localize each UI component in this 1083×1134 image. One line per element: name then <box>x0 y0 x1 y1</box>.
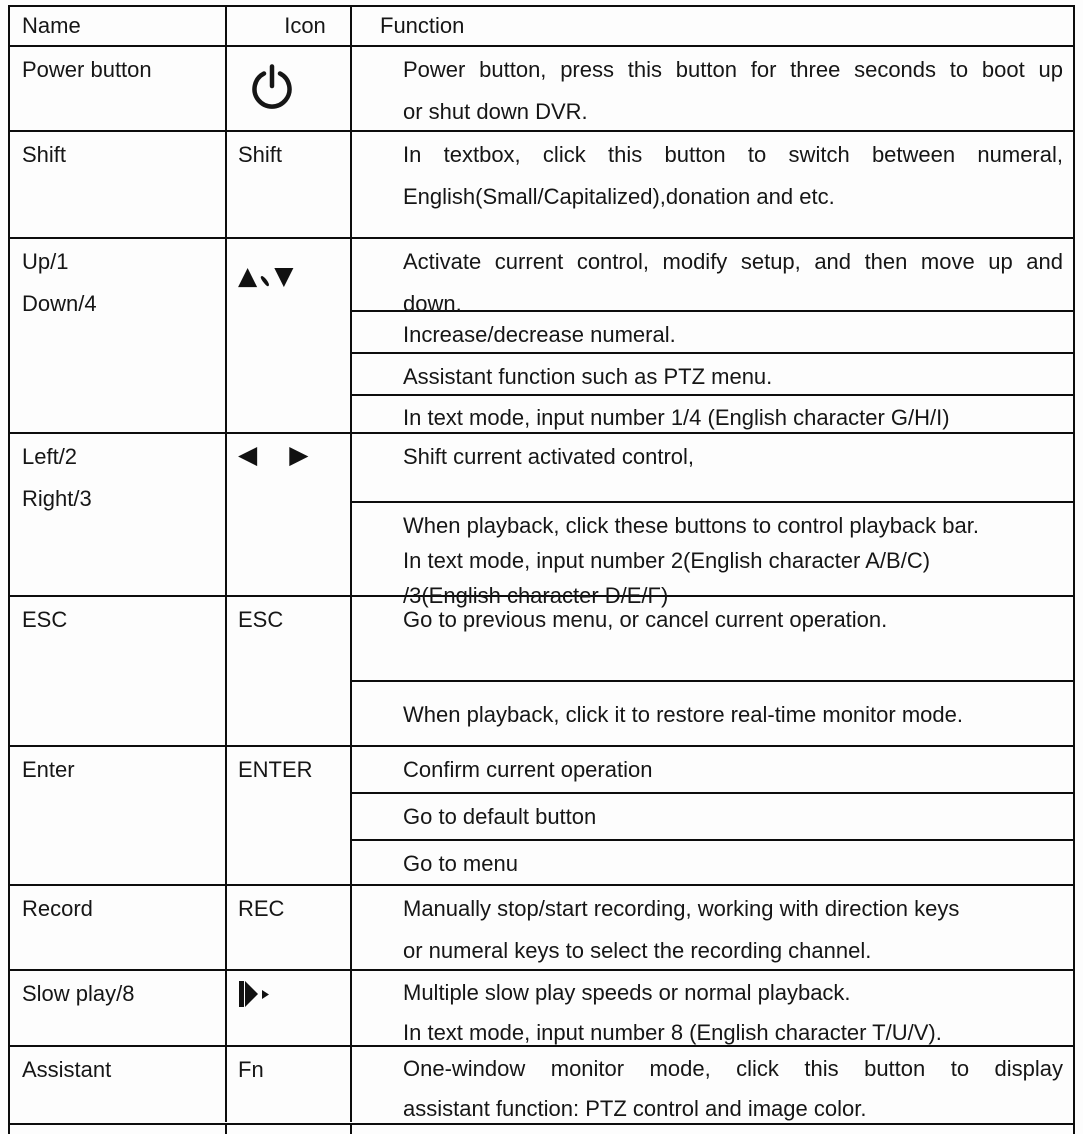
function-cell <box>352 132 1073 237</box>
function-subcell: In text mode, input number 1/4 (English character G/H/I) <box>403 405 950 430</box>
table-row-assistant <box>10 1047 1073 1122</box>
header-label-function: Function <box>380 13 465 38</box>
border-stub-col1 <box>225 1125 227 1134</box>
function-cell <box>352 434 1073 608</box>
button-name: Slow play/8 <box>22 981 135 1006</box>
function-subcell: Activate current control, modify setup, and then move up and down. <box>352 239 1073 312</box>
function-text: In textbox, click this button to switch between numeral, English(Small/Capitalized),donation and etc. <box>403 142 1063 209</box>
table-row-esc <box>10 597 1073 747</box>
button-name: Shift <box>22 142 67 167</box>
function-subcell: When playback, click it to restore real-time monitor mode. <box>403 702 963 727</box>
function-text: One-window monitor mode, click this button to display assistant function: PTZ control and image color. <box>403 1056 1063 1121</box>
function-subcell: Assistant function such as PTZ menu. <box>352 354 1073 396</box>
icon-cell <box>227 239 352 432</box>
header-cell-function <box>352 7 1073 45</box>
table-row-power <box>10 47 1073 132</box>
up-down-arrows-icon <box>238 241 346 290</box>
name-cell <box>10 239 227 432</box>
button-name: Enter <box>22 757 75 782</box>
button-name: Assistant <box>22 1057 112 1082</box>
function-cell <box>352 239 1073 432</box>
function-subcell: Go to previous menu, or cancel current operation. <box>352 597 1073 682</box>
right-arrow-icon: ▶ <box>289 440 309 469</box>
button-name-up: Up/1 <box>22 249 69 274</box>
button-name-right: Right/3 <box>22 486 92 511</box>
function-subcell: Confirm current operation <box>352 747 1073 794</box>
header-label-name: Name <box>22 13 81 38</box>
ideographic-comma-separator <box>260 275 271 287</box>
function-subcell: Go to default button <box>352 794 1073 841</box>
border-stub-right <box>1073 1125 1075 1134</box>
left-arrow-icon: ◀ <box>238 440 258 469</box>
shift-key-label: Shift <box>238 142 283 167</box>
icon-cell <box>227 597 352 745</box>
header-label-icon: Icon <box>284 13 326 38</box>
table-row-enter <box>10 747 1073 886</box>
name-cell <box>10 1047 227 1122</box>
table-header-row <box>10 7 1073 47</box>
function-subcell: Go to menu <box>403 851 518 876</box>
function-subcell: Shift current activated control, <box>352 434 1073 503</box>
name-cell <box>10 886 227 969</box>
function-cell <box>352 1047 1073 1122</box>
slow-play-icon <box>239 981 271 1008</box>
name-cell <box>10 434 227 595</box>
function-subcell: Increase/decrease numeral. <box>352 312 1073 354</box>
function-cell <box>352 971 1073 1045</box>
name-cell <box>10 747 227 884</box>
icon-cell <box>227 1047 352 1122</box>
icon-cell <box>227 47 352 130</box>
table-row-slow-play <box>10 971 1073 1047</box>
function-cell <box>352 747 1073 884</box>
clipped-overflow-line: /3(English character D/E/F) <box>403 583 669 608</box>
header-cell-icon <box>227 7 352 45</box>
border-stub-col2 <box>350 1125 352 1134</box>
border-stub-left <box>8 1125 10 1134</box>
icon-cell <box>227 434 352 595</box>
function-text: Multiple slow play speeds or normal playback. In text mode, input number 8 (English character T/U/V). <box>403 980 942 1045</box>
name-cell <box>10 597 227 745</box>
table-row-left-right <box>10 434 1073 608</box>
icon-cell <box>227 747 352 884</box>
name-cell <box>10 47 227 130</box>
button-name: Power button <box>22 57 152 82</box>
function-text: Manually stop/start recording, working with direction keys or numeral keys to select the recording channel. <box>403 896 960 963</box>
button-name: Record <box>22 896 93 921</box>
esc-key-label: ESC <box>238 607 284 632</box>
enter-key-label: ENTER <box>238 757 313 782</box>
table-row-shift <box>10 132 1073 239</box>
button-name-down: Down/4 <box>22 291 97 316</box>
left-right-arrows-icon <box>238 436 346 469</box>
fn-key-label: Fn <box>238 1057 264 1082</box>
function-cell <box>352 597 1073 745</box>
icon-cell <box>227 886 352 969</box>
icon-cell <box>227 132 352 237</box>
icon-cell <box>227 971 352 1045</box>
table-row-record <box>10 886 1073 971</box>
name-cell <box>10 971 227 1045</box>
header-cell-name <box>10 7 227 45</box>
button-name-left: Left/2 <box>22 444 78 469</box>
function-subcell-clipped: When playback, click these buttons to control playback bar. In text mode, input number 2(English character A/B/C) /3(English character D/E/F) <box>352 503 1073 595</box>
function-cell <box>352 886 1073 969</box>
up-arrow-icon: ▲ <box>238 261 258 290</box>
function-cell <box>352 47 1073 130</box>
function-text: Power button, press this button for three seconds to boot up or shut down DVR. <box>403 57 1063 124</box>
button-name: ESC <box>22 607 68 632</box>
button-function-table <box>8 5 1075 1125</box>
name-cell <box>10 132 227 237</box>
down-arrow-icon: ▼ <box>274 261 294 290</box>
rec-key-label: REC <box>238 896 285 921</box>
power-icon <box>250 64 294 110</box>
table-row-up-down <box>10 239 1073 434</box>
